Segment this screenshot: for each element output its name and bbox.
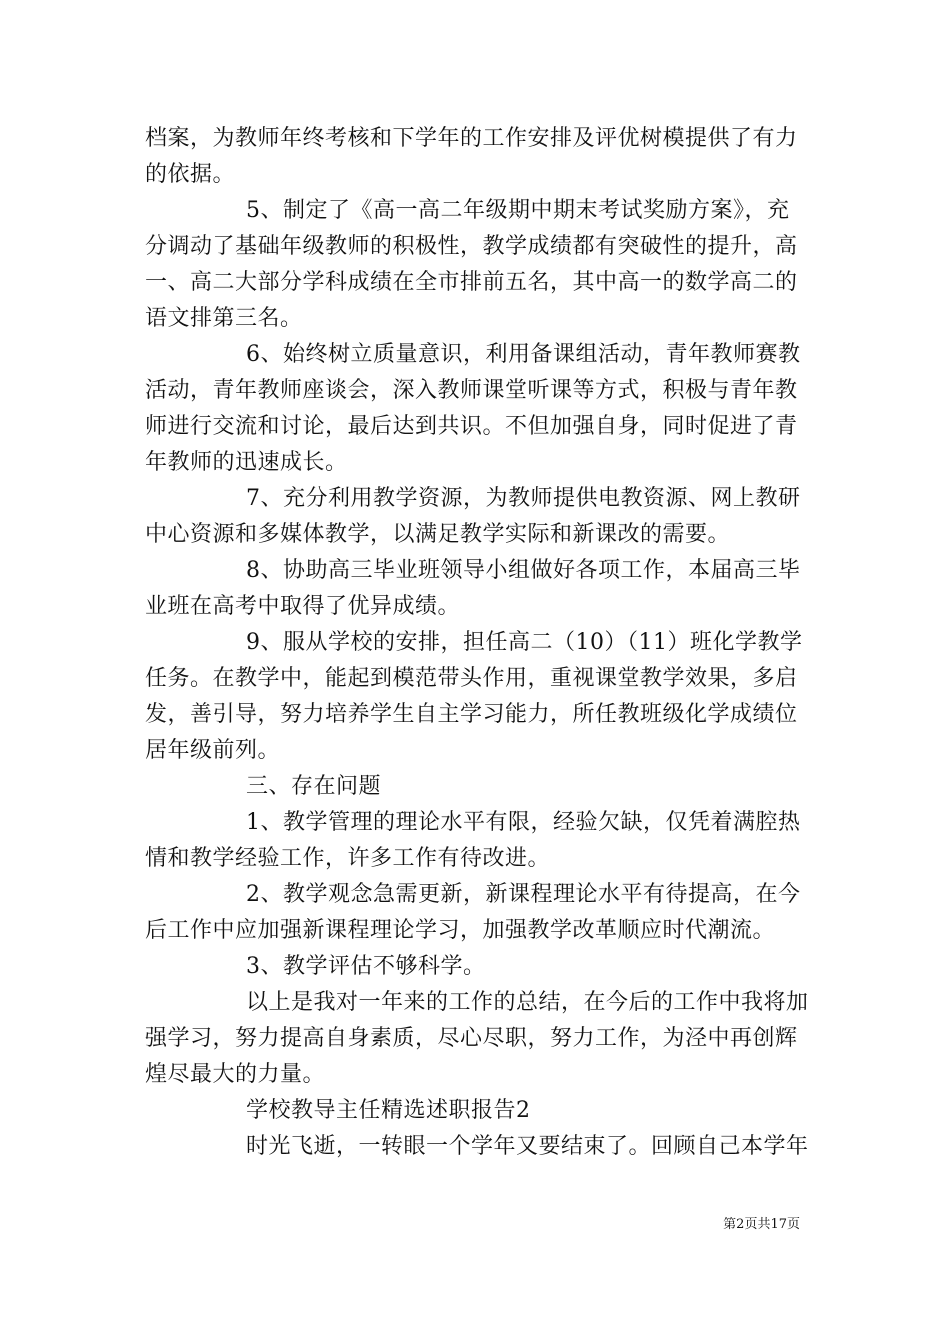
text-line: 3、教学评估不够科学。 (246, 954, 486, 979)
report-title: 学校教导主任精选述职报告2 (246, 1098, 531, 1123)
text-line: 任务。在教学中，能起到模范带头作用，重视课堂教学效果，多启 (145, 666, 798, 691)
text-line: 5、制定了《高一高二年级期中期末考试奖励方案》，充 (246, 198, 790, 223)
text-line: 8、协助高三毕业班领导小组做好各项工作，本届高三毕 (246, 558, 801, 583)
text-line: 情和教学经验工作，许多工作有待改进。 (145, 846, 551, 871)
text-line: 居年级前列。 (145, 738, 281, 763)
text-line: 师进行交流和讨论，最后达到共识。不但加强自身，同时促进了青 (145, 414, 798, 439)
text-line: 以上是我对一年来的工作的总结，在今后的工作中我将加 (246, 990, 809, 1015)
text-line: 煌尽最大的力量。 (145, 1062, 326, 1087)
text-line: 分调动了基础年级教师的积极性，教学成绩都有突破性的提升，高 (145, 234, 798, 259)
text-line: 活动，青年教师座谈会，深入教师课堂听课等方式，积极与青年教 (145, 378, 798, 403)
text-line: 年教师的迅速成长。 (145, 450, 348, 475)
text-line: 一、高二大部分学科成绩在全市排前五名，其中高一的数学高二的 (145, 270, 798, 295)
text-line: 后工作中应加强新课程理论学习，加强教学改革顺应时代潮流。 (145, 918, 776, 943)
text-line: 中心资源和多媒体教学，以满足教学实际和新课改的需要。 (145, 522, 731, 547)
text-line: 1、教学管理的理论水平有限，经验欠缺，仅凭着满腔热 (246, 810, 801, 835)
text-line: 6、始终树立质量意识，利用备课组活动，青年教师赛教 (246, 342, 801, 367)
text-line: 7、充分利用教学资源，为教师提供电教资源、网上教研 (246, 486, 801, 511)
text-line: 档案，为教师年终考核和下学年的工作安排及评优树模提供了有力 (145, 126, 798, 151)
text-line: 发，善引导，努力培养学生自主学习能力，所任教班级化学成绩位 (145, 702, 798, 727)
text-line: 2、教学观念急需更新，新课程理论水平有待提高，在今 (246, 882, 801, 907)
text-line: 的依据。 (145, 162, 236, 187)
section-heading: 三、存在问题 (246, 774, 382, 799)
page-number: 第2页共17页 (723, 1217, 800, 1232)
text-line: 语文排第三名。 (145, 306, 303, 331)
text-line: 时光飞逝，一转眼一个学年又要结束了。回顾自己本学年 (246, 1134, 809, 1159)
text-line: 业班在高考中取得了优异成绩。 (145, 594, 461, 619)
text-line: 9、服从学校的安排，担任高二（10）（11）班化学教学 (246, 630, 803, 655)
text-line: 强学习，努力提高自身素质，尽心尽职，努力工作，为泾中再创辉 (145, 1026, 798, 1051)
